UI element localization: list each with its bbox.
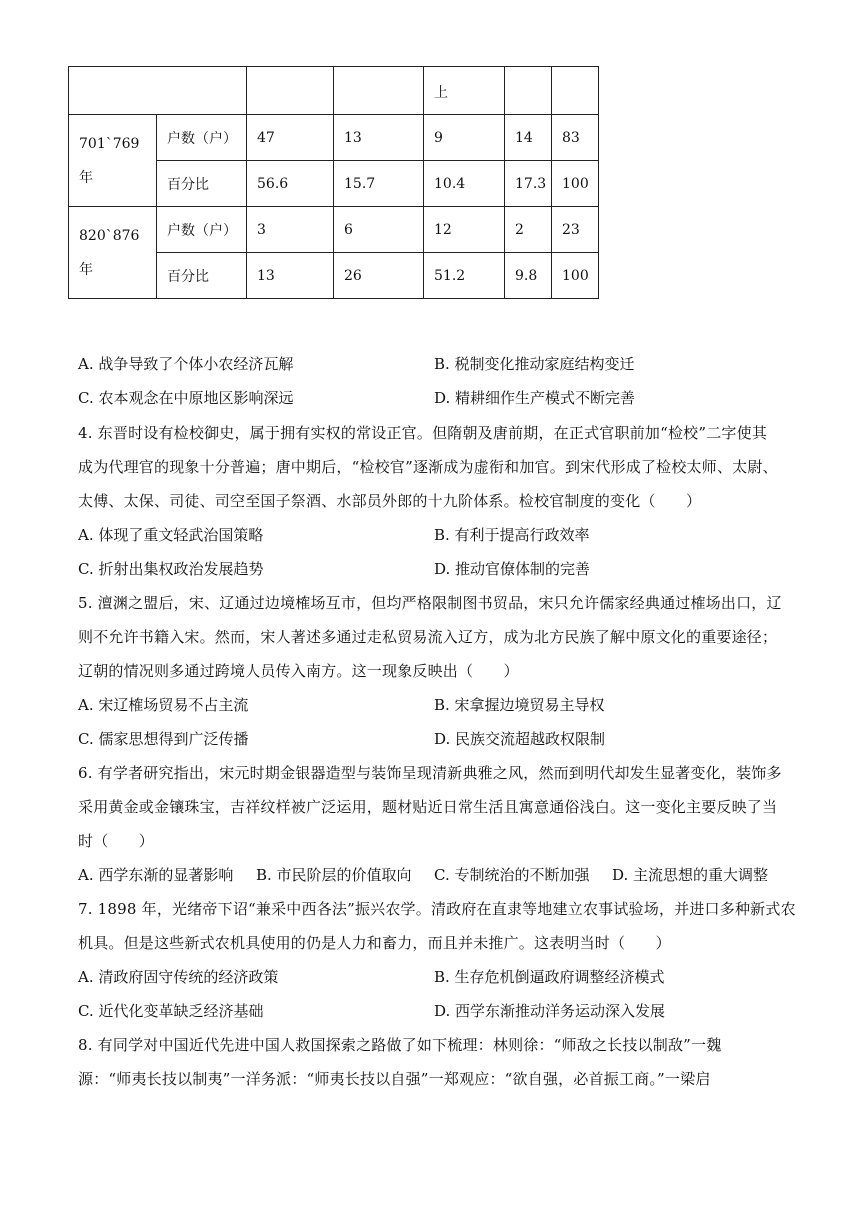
value-cell: 47 <box>247 115 334 161</box>
q5-option-c: C. 儒家思想得到广泛传播 <box>78 730 249 748</box>
value-cell: 23 <box>552 207 599 253</box>
metric-cell: 百分比 <box>157 253 247 299</box>
q7-option-c: C. 近代化变革缺乏经济基础 <box>78 1002 264 1020</box>
metric-cell: 百分比 <box>157 161 247 207</box>
q3-option-d: D. 精耕细作生产模式不断完善 <box>434 389 636 407</box>
value-cell: 17.3 <box>505 161 552 207</box>
value-cell: 2 <box>505 207 552 253</box>
period-cell: 701`769 年 <box>69 115 157 207</box>
q6-stem-line: 时（ ） <box>78 832 155 850</box>
table-header-row <box>69 67 599 115</box>
value-cell: 13 <box>247 253 334 299</box>
value-cell: 14 <box>505 115 552 161</box>
table-header-cell <box>505 67 552 115</box>
q7-option-b: B. 生存危机倒逼政府调整经济模式 <box>434 968 665 986</box>
metric-cell: 户数（户） <box>157 115 247 161</box>
table-header-cell <box>69 67 247 115</box>
q6-option-b: B. 市民阶层的价值取向 <box>256 866 412 884</box>
value-cell: 51.2 <box>424 253 505 299</box>
q4-stem-line: 成为代理官的现象十分普遍；唐中期后，“检校官”逐渐成为虚衔和加官。到宋代形成了检校太师、太尉、 <box>78 458 778 476</box>
value-cell: 3 <box>247 207 334 253</box>
value-cell: 9.8 <box>505 253 552 299</box>
q5-option-d: D. 民族交流超越政权限制 <box>434 730 606 748</box>
q6-option-c: C. 专制统治的不断加强 <box>434 866 590 884</box>
q5-option-a: A. 宋辽榷场贸易不占主流 <box>78 696 249 714</box>
q7-stem-line: 机具。但是这些新式农机具使用的仍是人力和畜力，而且并未推广。这表明当时（ ） <box>78 934 671 952</box>
q4-stem-line: 太傅、太保、司徒、司空至国子祭酒、水部员外郎的十九阶体系。检校官制度的变化（ ） <box>78 492 702 510</box>
q7-option-a: A. 清政府固守传统的经济政策 <box>78 968 279 986</box>
q7-option-d: D. 西学东渐推动洋务运动深入发展 <box>434 1002 666 1020</box>
q5-stem-line: 5. 澶渊之盟后，宋、辽通过边境榷场互市，但均严格限制图书贸品，宋只允许儒家经典通过榷场出口，辽 <box>78 594 782 612</box>
value-cell: 10.4 <box>424 161 505 207</box>
q8-stem-line: 源：“师夷长技以制夷”一洋务派：“师夷长技以自强”一郑观应：“欲自强，必首振工商。”一梁启 <box>78 1070 711 1088</box>
q3-option-c: C. 农本观念在中原地区影响深远 <box>78 389 294 407</box>
table-row <box>69 115 599 161</box>
table-header-cell <box>334 67 424 115</box>
value-cell: 6 <box>334 207 424 253</box>
table-row <box>69 207 599 253</box>
q6-option-d: D. 主流思想的重大调整 <box>612 866 769 884</box>
value-cell: 100 <box>552 161 599 207</box>
q4-stem-line: 4. 东晋时设有检校御史，属于拥有实权的常设正官。但隋朝及唐前期，在正式官职前加“检校”二字使其 <box>78 424 768 442</box>
value-cell: 12 <box>424 207 505 253</box>
household-table <box>68 66 599 299</box>
metric-cell: 户数（户） <box>157 207 247 253</box>
table-header-cell: 上 <box>424 67 505 115</box>
q4-option-c: C. 折射出集权政治发展趋势 <box>78 560 264 578</box>
table-header-cell <box>552 67 599 115</box>
q4-option-b: B. 有利于提高行政效率 <box>434 526 590 544</box>
q8-stem-line: 8. 有同学对中国近代先进中国人救国探索之路做了如下梳理：林则徐：“师敌之长技以制敌”一魏 <box>78 1036 722 1054</box>
q6-option-a: A. 西学东渐的显著影响 <box>78 866 234 884</box>
q4-option-a: A. 体现了重文轻武治国策略 <box>78 526 264 544</box>
q3-option-a: A. 战争导致了个体小农经济瓦解 <box>78 355 294 373</box>
q5-stem-line: 则不允许书籍入宋。然而，宋人著述多通过走私贸易流入辽方，成为北方民族了解中原文化的重要途径； <box>78 628 778 646</box>
value-cell: 15.7 <box>334 161 424 207</box>
q4-option-d: D. 推动官僚体制的完善 <box>434 560 591 578</box>
q6-stem-line: 6. 有学者研究指出，宋元时期金银器造型与装饰呈现清新典雅之风，然而到明代却发生显著变化，装饰多 <box>78 764 782 782</box>
q7-stem-line: 7. 1898 年，光绪帝下诏“兼采中西各法”振兴农学。清政府在直隶等地建立农事试验场，并进口多种新式农 <box>78 900 796 918</box>
value-cell: 83 <box>552 115 599 161</box>
q6-stem-line: 采用黄金或金镶珠宝，吉祥纹样被广泛运用，题材贴近日常生活且寓意通俗浅白。这一变化主要反映了当 <box>78 798 778 816</box>
period-cell: 820`876 年 <box>69 207 157 299</box>
q5-stem-line: 辽朝的情况则多通过跨境人员传入南方。这一现象反映出（ ） <box>78 662 519 680</box>
value-cell: 26 <box>334 253 424 299</box>
value-cell: 9 <box>424 115 505 161</box>
value-cell: 56.6 <box>247 161 334 207</box>
value-cell: 13 <box>334 115 424 161</box>
q3-option-b: B. 税制变化推动家庭结构变迁 <box>434 355 635 373</box>
table-header-cell <box>247 67 334 115</box>
q5-option-b: B. 宋拿握边境贸易主导权 <box>434 696 605 714</box>
value-cell: 100 <box>552 253 599 299</box>
